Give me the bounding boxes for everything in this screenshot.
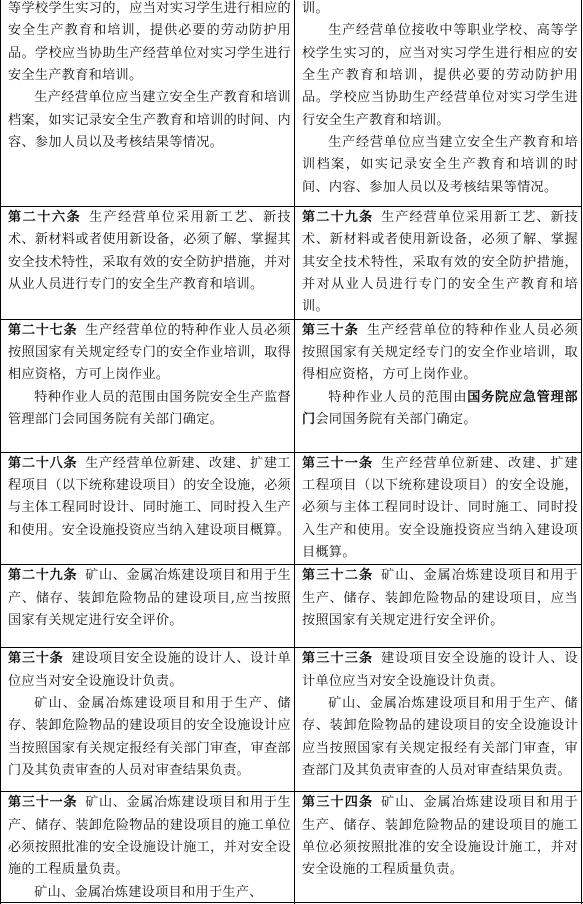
article-text: 矿山、金属冶炼建设项目和用于生产、储存、装卸危险物品的建设项目，应当按照国家有关规定进行安全评价。: [302, 568, 579, 629]
article-number: 第三十一条: [302, 455, 374, 471]
old-provision-cell: [1, 452, 295, 565]
article-text: 生产经营单位新建、改建、扩建工程项目（以下统称建设项目）的安全设施，必须与主体工程同时设计、同时施工、同时投入生产和使用。安全设施投资应当纳入建设项目概算。: [8, 455, 292, 538]
paragraph: 等学校学生实习的，应当对实习学生进行相应的安全生产教育和培训，提供必要的劳动防护用品。学校应当协助生产经营单位对实习学生进行安全生产教育和培训。: [8, 1, 291, 84]
paragraph: [302, 792, 578, 881]
article-number: 第二十七条: [8, 322, 78, 338]
paragraph: 训。: [302, 1, 329, 16]
article-number: 第三十四条: [302, 795, 374, 811]
new-provision-cell: [295, 648, 582, 792]
article-text: 生产经营单位的特种作业人员必须按照国家有关规定经专门的安全作业培训，取得相应资格，方可上岗作业。: [8, 322, 292, 383]
new-provision-cell: [295, 319, 582, 452]
paragraph: [8, 648, 291, 693]
article-text: 矿山、金属冶炼建设项目和用于生产、储存、装卸危险物品的建设项目,应当按照国家有关规定进行安全评价。: [8, 568, 292, 629]
article-number: 第二十六条: [8, 210, 82, 225]
paragraph: [302, 453, 578, 565]
table-row: [1, 648, 582, 792]
paragraph: 特种作业人员的范围由国务院安全生产监督管理部门会同国务院有关部门确定。: [8, 389, 291, 428]
text-segment: 特种作业人员的范围由: [328, 389, 468, 405]
article-text: 生产经营单位采用新工艺、新技术、新材料或者使用新设备，必须了解、掌握其安全技术特性，采取有效的安全防护措施，并对从业人员进行专门的安全生产教育和培训。: [8, 210, 291, 293]
new-provision-cell: [295, 207, 582, 320]
article-number: 第三十条: [302, 322, 360, 338]
table-row: [1, 207, 582, 320]
old-provision-cell: [1, 565, 295, 648]
paragraph: [8, 320, 291, 387]
paragraph: [302, 320, 578, 387]
article-number: 第三十三条: [302, 651, 374, 667]
old-provision-cell: [1, 0, 295, 207]
article-number: 第二十九条: [302, 210, 374, 225]
new-provision-cell: [295, 565, 582, 648]
new-provision-cell: [295, 792, 582, 904]
paragraph: [8, 453, 291, 542]
article-number: 第二十九条: [8, 568, 78, 584]
paragraph: 生产经营单位应当建立安全生产教育和培训档案，如实记录安全生产教育和培训的时间、内容、参加人员以及考核结果等情况。: [8, 90, 291, 151]
paragraph: [8, 792, 291, 881]
page-bottom-edge: [0, 902, 583, 903]
table-row: [1, 0, 582, 207]
article-text: 矿山、金属冶炼建设项目和用于生产、储存、装卸危险物品的建设项目的施工单位必须按照批准的安全设施设计施工，并对安全设施的工程质量负责。: [8, 795, 292, 878]
paragraph: [8, 565, 291, 632]
article-text: 生产经营单位的特种作业人员必须按照国家有关规定经专门的安全作业培训，取得相应资格，方可上岗作业。: [302, 322, 579, 383]
table-row: [1, 319, 582, 452]
table-row: [1, 565, 582, 648]
paragraph: [8, 207, 291, 296]
article-number: 第二十八条: [8, 455, 78, 471]
article-text: 生产经营单位新建、改建、扩建工程项目（以下统称建设项目）的安全设施，必须与主体工程同时设计、同时施工、同时投入生产和使用。安全设施投资应当纳入建设项目概算。: [302, 455, 579, 561]
paragraph: [302, 387, 578, 432]
old-provision-cell: [1, 319, 295, 452]
article-text: 生产经营单位采用新工艺、新技术、新材料或者使用新设备，必须了解、掌握其安全技术特性，采取有效的安全防护措施，并对从业人员进行专门的安全生产教育和培训。: [302, 210, 579, 315]
article-number: 第三十二条: [302, 568, 374, 584]
article-number: 第三十条: [8, 651, 64, 667]
new-provision-cell: [295, 0, 582, 207]
paragraph: 矿山、金属冶炼建设项目和用于生产、储存、装卸危险物品的建设项目的安全设施设计应当按照国家有关规定报经有关部门审查，审查部门及其负责审查的人员对审查结果负责。: [8, 696, 291, 779]
paragraph: 矿山、金属冶炼建设项目和用于生产、储存、装卸危险物品的建设项目的安全设施设计应当按照国家有关规定报经有关部门审查，审查部门及其负责审查的人员对审查结果负责。: [302, 696, 578, 779]
old-provision-cell: [1, 792, 295, 904]
paragraph: [302, 565, 578, 632]
paragraph: 生产经营单位接收中等职业学校、高等学校学生实习的，应当对实习学生进行相应的安全生产教育和培训，提供必要的劳动防护用品。学校应当协助生产经营单位对实习学生进行安全生产教育和培训。: [302, 23, 578, 128]
new-provision-cell: [295, 452, 582, 565]
paragraph: [302, 207, 578, 319]
table-row: [1, 452, 582, 565]
article-text: 矿山、金属冶炼建设项目和用于生产、储存、装卸危险物品的建设项目的施工单位必须按照批准的安全设施设计施工，并对安全设施的工程质量负责。: [302, 795, 579, 878]
paragraph: 矿山、金属冶炼建设项目和用于生产、: [34, 884, 263, 900]
table-row: [1, 792, 582, 904]
old-provision-cell: [1, 648, 295, 792]
paragraph: 生产经营单位应当建立安全生产教育和培训档案，如实记录安全生产教育和培训的时间、内容、参加人员以及考核结果等情况。: [302, 135, 578, 195]
article-text: 建设项目安全设施的设计人、设计单位应当对安全设施设计负责。: [8, 651, 292, 689]
amended-text: 国务院应急管理部门: [302, 389, 579, 428]
text-segment: 会同国务院有关部门确定。: [315, 412, 477, 428]
paragraph: [302, 648, 578, 693]
article-text: 建设项目安全设施的设计人、设计单位应当对安全设施设计负责。: [302, 651, 579, 689]
article-number: 第三十一条: [8, 795, 78, 811]
old-provision-cell: [1, 207, 295, 320]
